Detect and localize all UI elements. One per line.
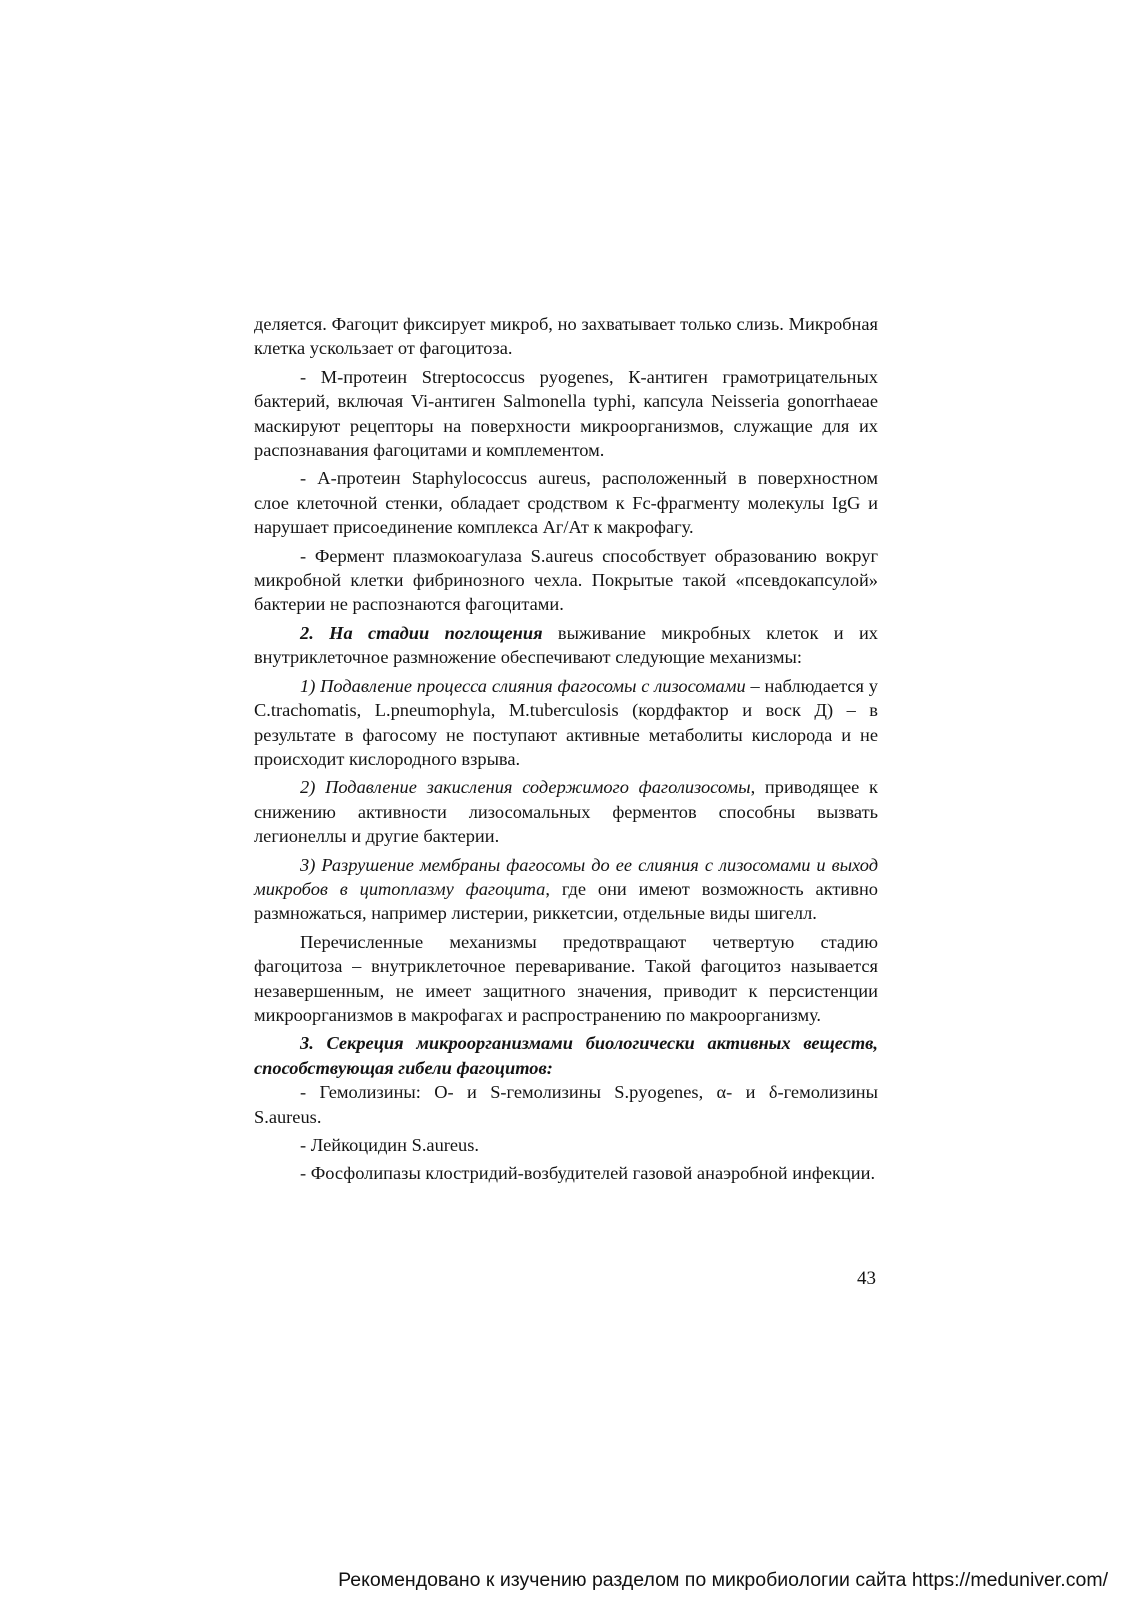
paragraph: 2) Подавление закисления содержимого фаголизосомы, приводящее к снижению активности лизосомальных ферментов способны вызвать легионеллы и другие бактерии. [254,777,878,847]
paragraph: 3) Разрушение мембраны фагосомы до ее слияния с лизосомами и выход микробов в цитоплазму фагоцита, где они имеют возможность активно размножаться, например листерии, риккетсии, отдельные виды шигелл. [254,854,878,924]
paragraph: - Фермент плазмокоагулаза S.aureus способствует образованию вокруг микробной клетки фибринозного чехла. Покрытые такой «псевдокапсулой» бактерии не распознаются фагоцитами. [254,545,878,615]
paragraph [254,1031,878,1080]
section-heading: 3. Секреция микроорганизмами биологически активных веществ, способствующая гибели фагоцитов: [254,1033,878,1078]
page-number: 43 [857,1268,876,1289]
mechanism-title: 1) Подавление процесса слияния фагосомы с лизосомами [300,675,746,696]
section-heading: 2. На стадии поглощения [300,622,543,643]
paragraph: - Гемолизины: О- и S-гемолизины S.pyogenes, α- и δ-гемолизины S.aureus. [254,1082,878,1127]
paragraph: - М-протеин Streptococcus pyogenes, К-антиген грамотрицательных бактерий, включая Vi-антиген Salmonella typhi, капсула Neisseria gonorrhaeae маскируют рецепторы на поверхности микроорганизмов, служащие для их распознавания фагоцитами и комплементом. [254,366,878,461]
mechanism-title: 2) Подавление закисления содержимого фаголизосомы [300,777,751,798]
paragraph: деляется. Фагоцит фиксирует микроб, но захватывает только слизь. Микробная клетка ускользает от фагоцитоза. [254,314,878,359]
footer-note: Рекомендовано к изучению разделом по микробиологии сайта https://meduniver.com/ [338,1569,1108,1591]
paragraph: Перечисленные механизмы предотвращают четвертую стадию фагоцитоза – внутриклеточное переваривание. Такой фагоцитоз называется незавершенным, не имеет защитного значения, приводит к персистенции микроорганизмов в макрофагах и распространению по макроорганизму. [254,931,878,1025]
paragraph: 1) Подавление процесса слияния фагосомы с лизосомами – наблюдается у C.trachomatis, L.pneumophyla, M.tuberculosis (кордфактор и воск Д) – в результате в фагосому не поступают активные метаболиты кислорода и не происходит кислородного взрыва. [254,675,878,769]
page-body [254,312,878,1186]
paragraph: - Лейкоцидин S.aureus. [300,1135,480,1155]
paragraph: 2. На стадии поглощения выживание микробных клеток и их внутриклеточное размножение обеспечивают следующие механизмы: [254,622,878,668]
paragraph: - Фосфолипазы клостридий-возбудителей газовой анаэробной инфекции. [300,1163,876,1184]
paragraph: - А-протеин Staphylococcus aureus, расположенный в поверхностном слое клеточной стенки, обладает сродством к Fc-фрагменту молекулы IgG и нарушает присоединение комплекса Аг/Ат к макрофагу. [254,468,878,538]
mechanism-title: 3) Разрушение мембраны фагосомы до ее слияния с лизосомами и выход микробов в цитоплазму фагоцита [254,854,878,899]
